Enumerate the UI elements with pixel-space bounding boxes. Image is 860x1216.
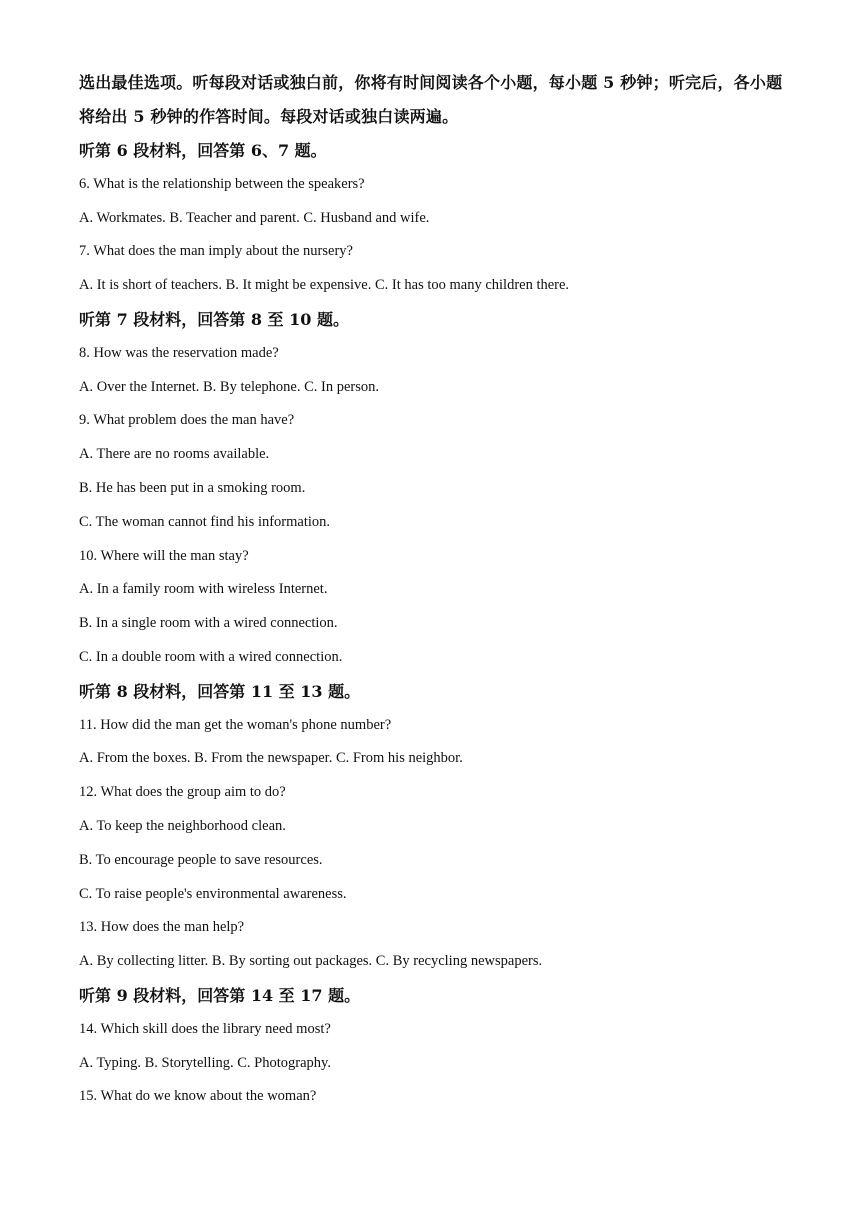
instructions-paragraph: 选出最佳选项。听每段对话或独白前，你将有时间阅读各个小题，每小题 5 秒钟；听完后，各小题将给出 5 秒钟的作答时间。每段对话或独白读两遍。 bbox=[79, 73, 783, 126]
option-12a: A. To keep the neighborhood clean. bbox=[79, 817, 286, 834]
options-14: A. Typing. B. Storytelling. C. Photography. bbox=[79, 1054, 331, 1071]
options-6: A. Workmates. B. Teacher and parent. C. Husband and wife. bbox=[79, 209, 430, 226]
section-9 bbox=[79, 979, 789, 1114]
question-8: 8. How was the reservation made? bbox=[79, 344, 279, 361]
options-8: A. Over the Internet. B. By telephone. C. In person. bbox=[79, 378, 379, 395]
options-7: A. It is short of teachers. B. It might be expensive. C. It has too many children there. bbox=[79, 277, 570, 294]
document-page bbox=[79, 66, 789, 1114]
section-heading: 听第 6 段材料，回答第 6、7 题。 bbox=[79, 141, 327, 160]
question-9: 9. What problem does the man have? bbox=[79, 412, 295, 429]
option-9b: B. He has been put in a smoking room. bbox=[79, 479, 306, 496]
option-10b: B. In a single room with a wired connection. bbox=[79, 615, 338, 632]
question-14: 14. Which skill does the library need most? bbox=[79, 1020, 331, 1037]
option-9a: A. There are no rooms available. bbox=[79, 446, 270, 463]
question-6: 6. What is the relationship between the speakers? bbox=[79, 175, 365, 192]
option-9c: C. The woman cannot find his information. bbox=[79, 513, 331, 530]
options-13: A. By collecting litter. B. By sorting out packages. C. By recycling newspapers. bbox=[79, 953, 543, 970]
question-7: 7. What does the man imply about the nursery? bbox=[79, 243, 353, 260]
question-15: 15. What do we know about the woman? bbox=[79, 1088, 317, 1105]
option-12c: C. To raise people's environmental awareness. bbox=[79, 885, 347, 902]
section-heading: 听第 8 段材料，回答第 11 至 13 题。 bbox=[79, 681, 361, 701]
question-12: 12. What does the group aim to do? bbox=[79, 784, 286, 801]
question-13: 13. How does the man help? bbox=[79, 919, 245, 936]
section-6 bbox=[79, 134, 789, 303]
option-12b: B. To encourage people to save resources. bbox=[79, 851, 323, 868]
section-8 bbox=[79, 675, 789, 979]
section-heading: 听第 9 段材料，回答第 14 至 17 题。 bbox=[79, 985, 361, 1005]
option-10c: C. In a double room with a wired connection. bbox=[79, 648, 343, 665]
question-10: 10. Where will the man stay? bbox=[79, 547, 249, 564]
section-heading: 听第 7 段材料，回答第 8 至 10 题。 bbox=[79, 309, 349, 329]
option-10a: A. In a family room with wireless Internet. bbox=[79, 581, 328, 598]
options-11: A. From the boxes. B. From the newspaper. C. From his neighbor. bbox=[79, 750, 463, 767]
section-7 bbox=[79, 303, 789, 675]
question-11: 11. How did the man get the woman's phone number? bbox=[79, 716, 392, 733]
